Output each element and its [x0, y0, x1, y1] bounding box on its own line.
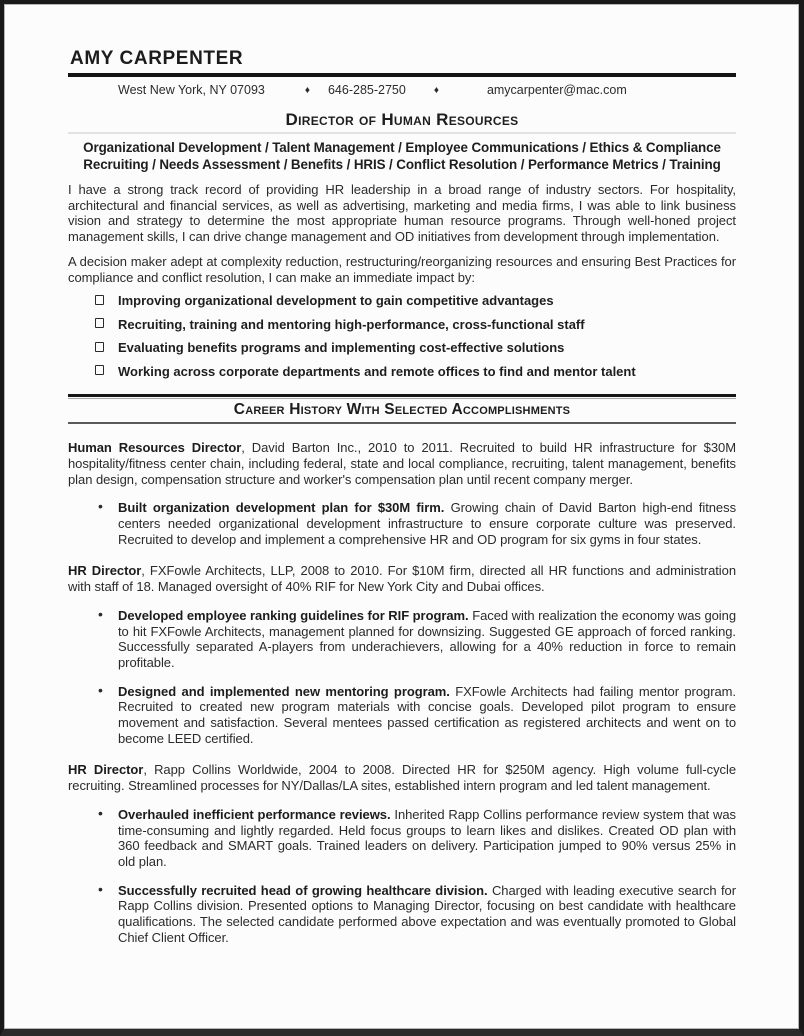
skills-line-1: Organizational Development / Talent Management / Employee Communications / Ethics & Compliance	[83, 140, 721, 155]
diamond-icon: ♦	[304, 84, 310, 96]
job-intro	[68, 440, 736, 487]
accomplishment-lead: Overhauled inefficient performance reviews.	[118, 806, 391, 822]
contact-row	[118, 83, 736, 97]
diamond-icon: ♦	[433, 84, 439, 96]
accomplishment-text: Charged with leading executive search for Rapp Collins division. Presented options to Managing Director, focusing on best candidate with healthcare qualifications. The selected candidate performed above expectation and was eventually promoted to Global Chief Client Officer.	[118, 882, 737, 945]
checkbox-bullet-icon	[95, 295, 104, 305]
job-title-text: HR Director	[68, 762, 144, 778]
email-text: amycarpenter@mac.com	[486, 83, 627, 97]
list-item	[68, 340, 736, 356]
checkbox-bullet-icon	[95, 342, 104, 352]
skills-summary	[68, 140, 736, 173]
checkbox-bullet-icon	[95, 318, 104, 328]
accomplishment-bullet	[68, 500, 736, 547]
job-entry	[68, 440, 736, 547]
accomplishment-lead: Designed and implemented new mentoring program.	[118, 683, 450, 699]
accomplishment-text: FXFowle Architects had failing mentor program. Recruited to created new program materials with concise goals. Developed pilot program to ensure movement and satisfaction. Several mentees passed certification as registered architects and went on to become LEED certified.	[118, 683, 736, 746]
job-intro-text: , David Barton Inc., 2010 to 2011. Recruited to build HR infrastructure for $30M hospitality/fitness center chain, including federal, state and local compliance, recruiting, talent management, benefits plan design, compensation structure and worker's compensation plan until recent company merger.	[68, 440, 736, 487]
accomplishment-text: Growing chain of David Barton high-end fitness centers needed organizational development infrastructure to ensure corporate culture was preserved. Recruited to develop and implement a comprehensive HR and OD program for six gyms in four states.	[118, 500, 737, 547]
list-item	[68, 364, 736, 380]
location-text: West New York, NY 07093	[118, 83, 265, 97]
job-intro-text: , FXFowle Architects, LLP, 2008 to 2010. For $10M firm, directed all HR functions and administration with staff of 18. Managed oversight of 40% RIF for New York City and Dubai offices.	[68, 563, 737, 595]
job-intro	[68, 563, 736, 594]
section-title: Career History With Selected Accomplishments	[233, 401, 571, 419]
accomplishment-text: Faced with realization the economy was going to hit FXFowle Architects, management planned for downsizing. Suggested GE approach of forced ranking. Successfully separated A-players from underachievers, allowing for a 40% reduction in force to remain profitable.	[118, 607, 736, 670]
skills-line-2: Recruiting / Needs Assessment / Benefits / HRIS / Conflict Resolution / Performance Metrics / Training	[83, 156, 721, 172]
accomplishment-bullet	[68, 605, 736, 671]
job-title-text: Human Resources Director	[68, 440, 242, 456]
accomplishment-bullet	[68, 681, 736, 747]
accomplishment-bullet	[68, 804, 737, 870]
accomplishment-lead: Built organization development plan for $30M firm.	[118, 500, 445, 516]
page-title: AMY CARPENTER	[68, 48, 736, 77]
phone-text: 646-285-2750	[327, 83, 406, 97]
accomplishment-lead: Developed employee ranking guidelines for RIF program.	[118, 607, 469, 623]
impact-bullet-list	[68, 293, 736, 379]
accomplishment-lead: Successfully recruited head of growing healthcare division.	[118, 882, 488, 898]
list-item	[68, 293, 736, 309]
list-item	[68, 317, 736, 333]
title-divider	[68, 132, 736, 134]
checkbox-bullet-icon	[95, 365, 104, 375]
job-title-text: HR Director	[68, 563, 142, 579]
round-bullet-icon: •	[98, 681, 103, 698]
job-entry	[68, 762, 736, 945]
job-intro	[68, 762, 736, 793]
impact-bullet-text: Recruiting, training and mentoring high-performance, cross-functional staff	[118, 316, 585, 332]
accomplishment-text: Inherited Rapp Collins performance review system that was time-consuming and lightly regarded. Held focus groups to learn likes and dislikes. Created OD plan with 360 feedback and SMART goals. Trained leaders on delivery. Participation jumped to 90% versus 25% in old plan.	[118, 806, 737, 869]
job-intro-text: , Rapp Collins Worldwide, 2004 to 2008. Directed HR for $250M agency. High volume full-cycle recruiting. Streamlined processes for NY/Dallas/LA sites, established intern program and led talent management.	[68, 762, 737, 794]
section-divider-bottom	[68, 422, 736, 424]
document-title: Director of Human Resources	[285, 110, 519, 129]
impact-bullet-text: Improving organizational development to gain competitive advantages	[118, 293, 554, 309]
round-bullet-icon: •	[98, 880, 103, 897]
summary-paragraph-2: A decision maker adept at complexity reduction, restructuring/reorganizing resources and ensuring Best Practices for compliance and conflict resolution, I can make an immediate impact by:	[68, 253, 736, 285]
round-bullet-icon: •	[98, 605, 103, 622]
impact-bullet-text: Evaluating benefits programs and implementing cost-effective solutions	[118, 340, 565, 356]
accomplishment-bullet	[68, 880, 737, 946]
round-bullet-icon: •	[98, 498, 103, 515]
impact-bullet-text: Working across corporate departments and remote offices to find and mentor talent	[118, 363, 636, 379]
round-bullet-icon: •	[98, 804, 103, 821]
job-entry	[68, 563, 736, 746]
summary-paragraph-1: I have a strong track record of providing HR leadership in a broad range of industry sectors. For hospitality, architectural and financial services, as well as advertising, marketing and media firms, I was able to link business vision and strategy to determine the most appropriate human resource programs. Through well-honed project management skills, I can drive change management and OD initiatives from development through implementation.	[68, 182, 736, 245]
career-history-section-header	[68, 394, 736, 424]
